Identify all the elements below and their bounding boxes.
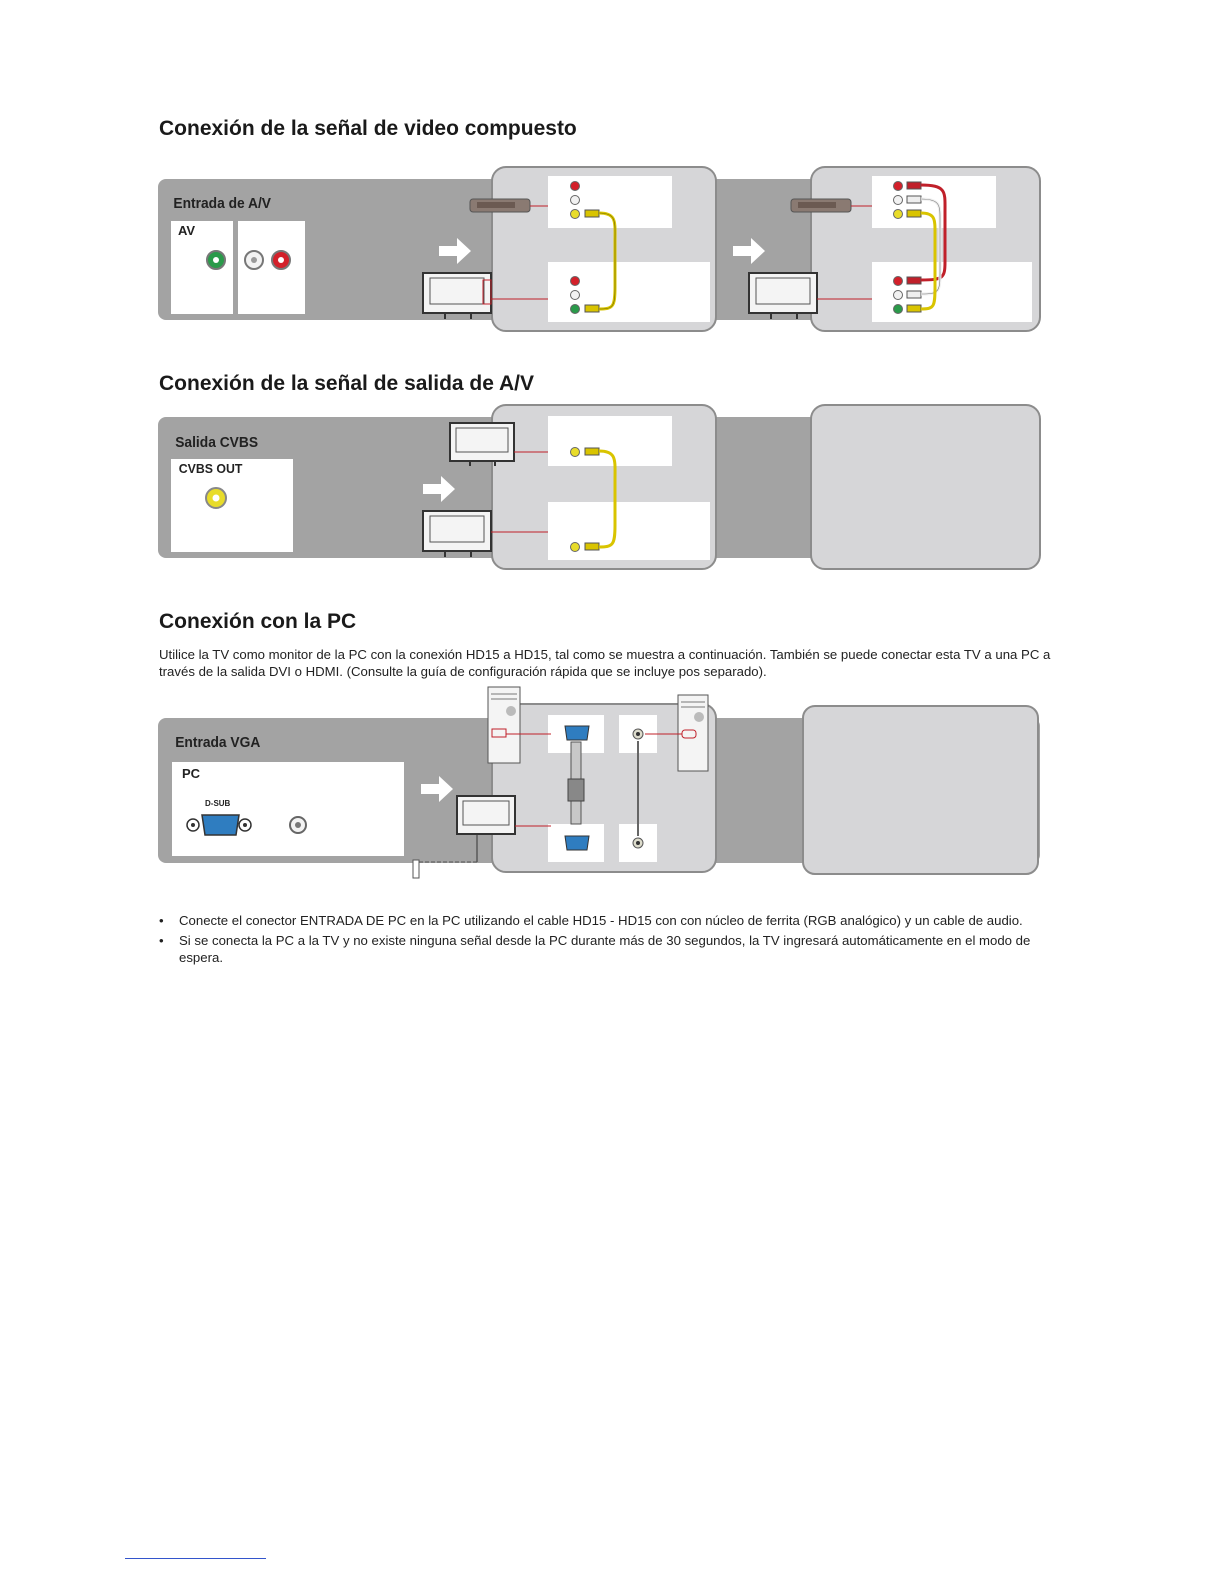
composite-diagram <box>155 162 1045 337</box>
pc-description: Utilice la TV como monitor de la PC con la conexión HD15 a HD15, tal como se muestra a continuación. También se puede conectar esta TV a una PC a través de la salida DVI o HDMI. (Consulte la guía de configuración rápida que se incluye pos separado). <box>159 647 1051 679</box>
dvd-player-icon <box>791 199 851 212</box>
empty-card <box>803 706 1038 874</box>
note-item: • Si se conecta la PC a la TV y no existe ninguna señal desde la PC durante más de 30 segundos, la TV ingresará automáticamente en el modo de espera. <box>159 932 1049 966</box>
d-sub-label: D-SUB <box>205 799 231 808</box>
panel-label: Entrada de A/V <box>173 195 272 213</box>
dvd-player-icon <box>470 199 530 212</box>
pc-box <box>172 762 404 856</box>
pc-box-label: PC <box>182 766 201 781</box>
panel-label: Entrada VGA <box>175 734 261 752</box>
av-box-label: AV <box>178 223 196 238</box>
cvbs-box-label: CVBS OUT <box>178 461 243 477</box>
section-title-pc: Conexión con la PC <box>159 610 357 633</box>
av-out-diagram <box>155 400 1045 575</box>
notes-list <box>159 912 1049 969</box>
pc-diagram <box>155 684 1045 882</box>
section-title-composite: Conexión de la señal de video compuesto <box>159 117 577 140</box>
footnote-rule <box>125 1558 266 1559</box>
tv-back-icon <box>423 511 491 557</box>
pc-tower-icon <box>678 695 708 771</box>
tv-back-icon <box>450 423 514 466</box>
pc-tower-icon <box>488 687 520 763</box>
tv-back-icon <box>423 273 491 319</box>
tv-back-icon <box>749 273 817 319</box>
empty-card <box>811 405 1040 569</box>
section-title-av-out: Conexión de la señal de salida de A/V <box>159 372 535 395</box>
panel-label: Salida CVBS <box>175 434 259 452</box>
note-item: • Conecte el conector ENTRADA DE PC en la PC utilizando el cable HD15 - HD15 con con núcleo de ferrita (RGB analógico) y un cable de audio. <box>159 912 1049 929</box>
